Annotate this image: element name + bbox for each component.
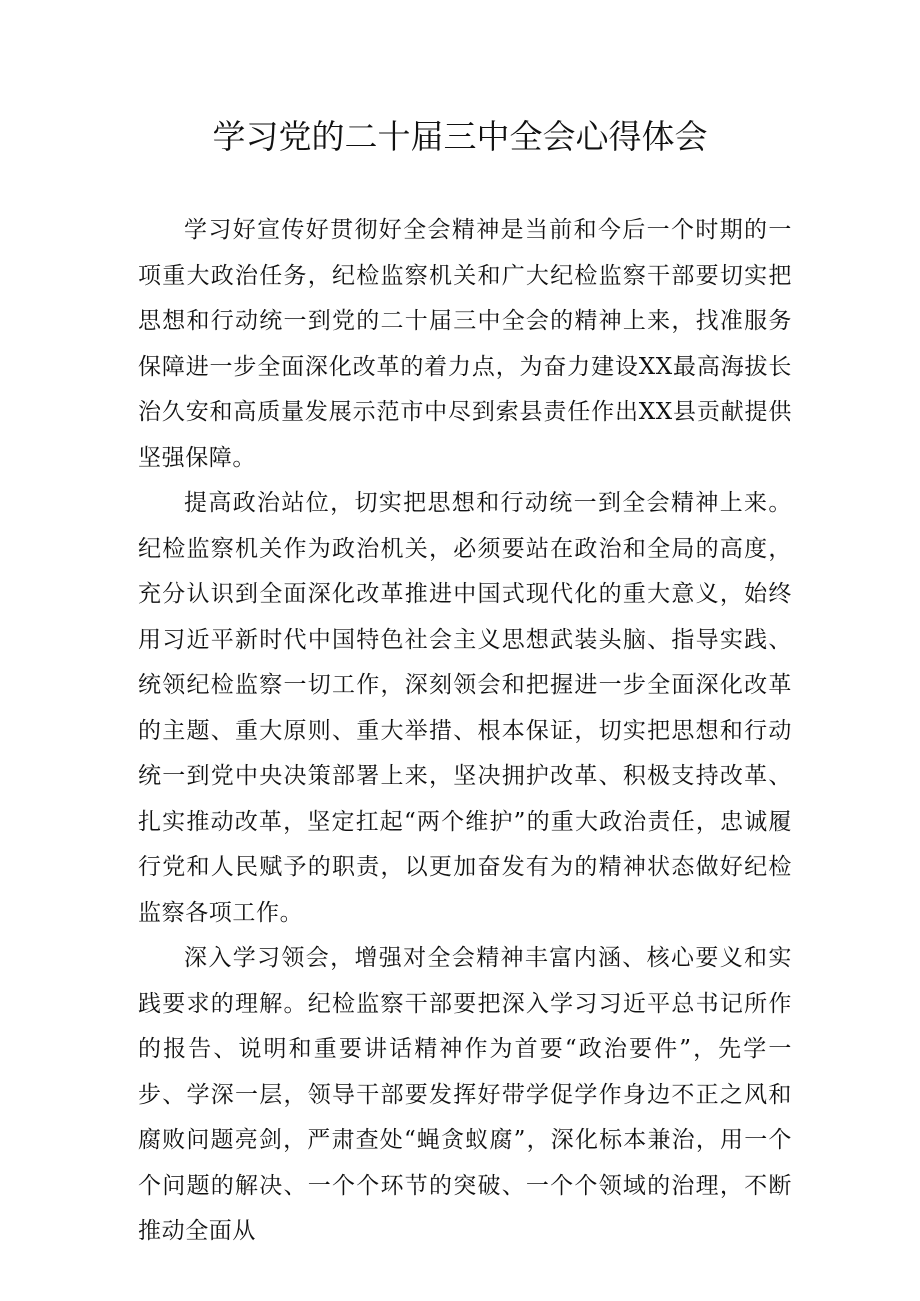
- document-title: 学习党的二十届三中全会心得体会: [212, 117, 708, 156]
- paragraph-1: 学习好宣传好贯彻好全会精神是当前和今后一个时期的一项重大政治任务，纪检监察机关和广大纪检监察干部要切实把思想和行动统一到党的二十届三中全会的精神上来，找准服务保障进一步全面深化改革的着力点，为奋力建设XX最高海拔长治久安和高质量发展示范市中尽到索县责任作出XX县贡献提供坚强保障。: [138, 217, 792, 471]
- paragraph-2: 提高政治站位，切实把思想和行动统一到全会精神上来。纪检监察机关作为政治机关，必须要站在政治和全局的高度，充分认识到全面深化改革推进中国式现代化的重大意义，始终用习近平新时代中国特色社会主义思想武装头脑、指导实践、统领纪检监察一切工作，深刻领会和把握进一步全面深化改革的主题、重大原则、重大举措、根本保证，切实把思想和行动统一到党中央决策部署上来，坚决拥护改革、积极支持改革、扎实推动改革，坚定扛起“两个维护”的重大政治责任，忠诚履行党和人民赋予的职责，以更加奋发有为的精神状态做好纪检监察各项工作。: [138, 490, 792, 926]
- document-body: [138, 208, 792, 1255]
- paragraph-3: 深入学习领会，增强对全会精神丰富内涵、核心要义和实践要求的理解。纪检监察干部要把深入学习习近平总书记所作的报告、说明和重要讲话精神作为首要“政治要件”，先学一步、学深一层，领导干部要发挥好带学促学作身边不正之风和腐败问题亮剑，严肃查处“蝇贪蚁腐”，深化标本兼治，用一个个问题的解决、一个个环节的突破、一个个领域的治理，不断推动全面从: [138, 945, 792, 1244]
